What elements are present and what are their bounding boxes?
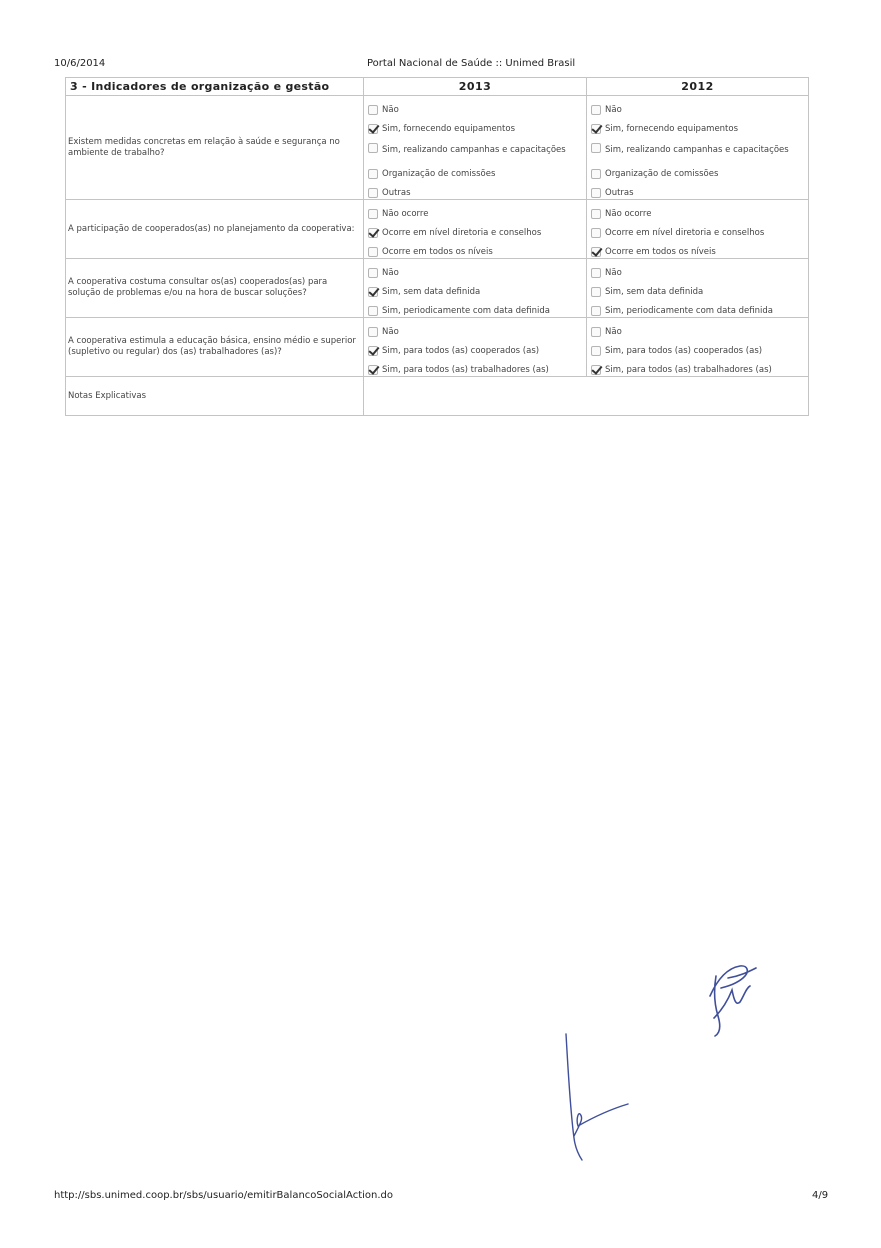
- indicators-table: [65, 77, 809, 416]
- option-label: Sim, periodicamente com data definida: [605, 306, 773, 316]
- notes-value: [364, 377, 809, 416]
- checkbox[interactable]: [591, 268, 601, 278]
- footer-url: http://sbs.unimed.coop.br/sbs/usuario/emitirBalancoSocialAction.do: [54, 1190, 394, 1201]
- table-row: [66, 96, 809, 200]
- checkbox[interactable]: [368, 346, 378, 356]
- option[interactable]: [589, 220, 806, 239]
- answers-2012: [587, 318, 809, 377]
- option[interactable]: [366, 201, 584, 220]
- option[interactable]: [366, 357, 584, 376]
- checkbox[interactable]: [368, 365, 378, 375]
- option-label: Outras: [605, 188, 634, 198]
- question-cell: A cooperativa costuma consultar os(as) cooperados(as) para solução de problemas e/ou na hora de buscar soluções?: [66, 259, 364, 318]
- checkbox[interactable]: [591, 228, 601, 238]
- checkbox[interactable]: [591, 327, 601, 337]
- checkbox[interactable]: [368, 105, 378, 115]
- option[interactable]: [366, 135, 584, 161]
- checkbox[interactable]: [368, 169, 378, 179]
- checkbox[interactable]: [368, 327, 378, 337]
- option-label: Não: [605, 105, 622, 115]
- option-label: Sim, para todos (as) cooperados (as): [382, 346, 540, 356]
- option-label: Sim, periodicamente com data definida: [382, 306, 550, 316]
- option-label: Ocorre em todos os níveis: [605, 247, 716, 257]
- page-number: 4/9: [812, 1190, 829, 1201]
- option[interactable]: [366, 239, 584, 258]
- option[interactable]: [589, 116, 806, 135]
- option[interactable]: [366, 338, 584, 357]
- table-row: [66, 200, 809, 259]
- option-label: Organização de comissões: [382, 169, 496, 179]
- checkbox[interactable]: [368, 247, 378, 257]
- year-2013-header: 2013: [364, 78, 587, 96]
- option-label: Sim, para todos (as) cooperados (as): [605, 346, 763, 356]
- option[interactable]: [589, 97, 806, 116]
- option-label: Não: [382, 327, 399, 337]
- option-label: Ocorre em todos os níveis: [382, 247, 493, 257]
- checkbox[interactable]: [591, 105, 601, 115]
- checkbox[interactable]: [368, 287, 378, 297]
- option[interactable]: [589, 135, 806, 161]
- checkbox[interactable]: [591, 365, 601, 375]
- signature-2: [556, 1028, 636, 1168]
- question-cell: A participação de cooperados(as) no planejamento da cooperativa:: [66, 200, 364, 259]
- option[interactable]: [366, 298, 584, 317]
- checkbox[interactable]: [591, 143, 601, 153]
- option-label: Sim, realizando campanhas e capacitações: [605, 145, 789, 155]
- checkbox[interactable]: [368, 306, 378, 316]
- option[interactable]: [589, 357, 806, 376]
- option-label: Outras: [382, 188, 411, 198]
- option[interactable]: [589, 260, 806, 279]
- checkbox[interactable]: [591, 287, 601, 297]
- checkbox[interactable]: [368, 228, 378, 238]
- option[interactable]: [589, 180, 806, 199]
- checkbox[interactable]: [591, 188, 601, 198]
- table-row: [66, 259, 809, 318]
- year-2012-header: 2012: [587, 78, 809, 96]
- option[interactable]: [366, 319, 584, 338]
- checkbox[interactable]: [368, 188, 378, 198]
- checkbox[interactable]: [591, 124, 601, 134]
- page-title: Portal Nacional de Saúde :: Unimed Brasil: [367, 58, 576, 69]
- option-label: Ocorre em nível diretoria e conselhos: [382, 228, 542, 238]
- option-label: Sim, sem data definida: [605, 287, 704, 297]
- option-label: Não: [382, 268, 399, 278]
- answers-2012: [587, 200, 809, 259]
- option[interactable]: [366, 161, 584, 180]
- print-date: 10/6/2014: [54, 58, 106, 69]
- option-label: Não ocorre: [382, 209, 429, 219]
- answers-2013: [364, 318, 587, 377]
- option-label: Sim, fornecendo equipamentos: [605, 124, 739, 134]
- option-label: Sim, para todos (as) trabalhadores (as): [605, 365, 772, 375]
- checkbox[interactable]: [368, 143, 378, 153]
- option-label: Sim, sem data definida: [382, 287, 481, 297]
- checkbox[interactable]: [591, 209, 601, 219]
- question-cell: Existem medidas concretas em relação à saúde e segurança no ambiente de trabalho?: [66, 96, 364, 200]
- checkbox[interactable]: [368, 124, 378, 134]
- signature-1: [688, 958, 778, 1048]
- option[interactable]: [366, 279, 584, 298]
- option-label: Sim, para todos (as) trabalhadores (as): [382, 365, 549, 375]
- option[interactable]: [366, 220, 584, 239]
- checkbox[interactable]: [591, 169, 601, 179]
- checkbox[interactable]: [591, 247, 601, 257]
- option[interactable]: [589, 298, 806, 317]
- option-label: Organização de comissões: [605, 169, 719, 179]
- answers-2012: [587, 96, 809, 200]
- answers-2013: [364, 259, 587, 318]
- option-label: Não: [382, 105, 399, 115]
- table-header-row: [66, 78, 809, 96]
- option[interactable]: [589, 161, 806, 180]
- option-label: Não: [605, 268, 622, 278]
- option[interactable]: [589, 279, 806, 298]
- option[interactable]: [589, 239, 806, 258]
- option[interactable]: [589, 319, 806, 338]
- answers-2013: [364, 200, 587, 259]
- option-label: Sim, realizando campanhas e capacitações: [382, 145, 566, 155]
- answers-2012: [587, 259, 809, 318]
- section-title: 3 - Indicadores de organização e gestão: [66, 78, 364, 96]
- notes-label: Notas Explicativas: [66, 377, 364, 416]
- option-label: Ocorre em nível diretoria e conselhos: [605, 228, 765, 238]
- checkbox[interactable]: [368, 268, 378, 278]
- question-cell: A cooperativa estimula a educação básica, ensino médio e superior (supletivo ou regular) dos (as) trabalhadores (as)?: [66, 318, 364, 377]
- checkbox[interactable]: [591, 346, 601, 356]
- option[interactable]: [366, 180, 584, 199]
- option[interactable]: [366, 97, 584, 116]
- option-label: Não: [605, 327, 622, 337]
- answers-2013: [364, 96, 587, 200]
- option-label: Sim, fornecendo equipamentos: [382, 124, 516, 134]
- option[interactable]: [589, 201, 806, 220]
- option[interactable]: [589, 338, 806, 357]
- option-label: Não ocorre: [605, 209, 652, 219]
- option[interactable]: [366, 260, 584, 279]
- option[interactable]: [366, 116, 584, 135]
- notes-row: [66, 377, 809, 416]
- table-row: [66, 318, 809, 377]
- checkbox[interactable]: [368, 209, 378, 219]
- checkbox[interactable]: [591, 306, 601, 316]
